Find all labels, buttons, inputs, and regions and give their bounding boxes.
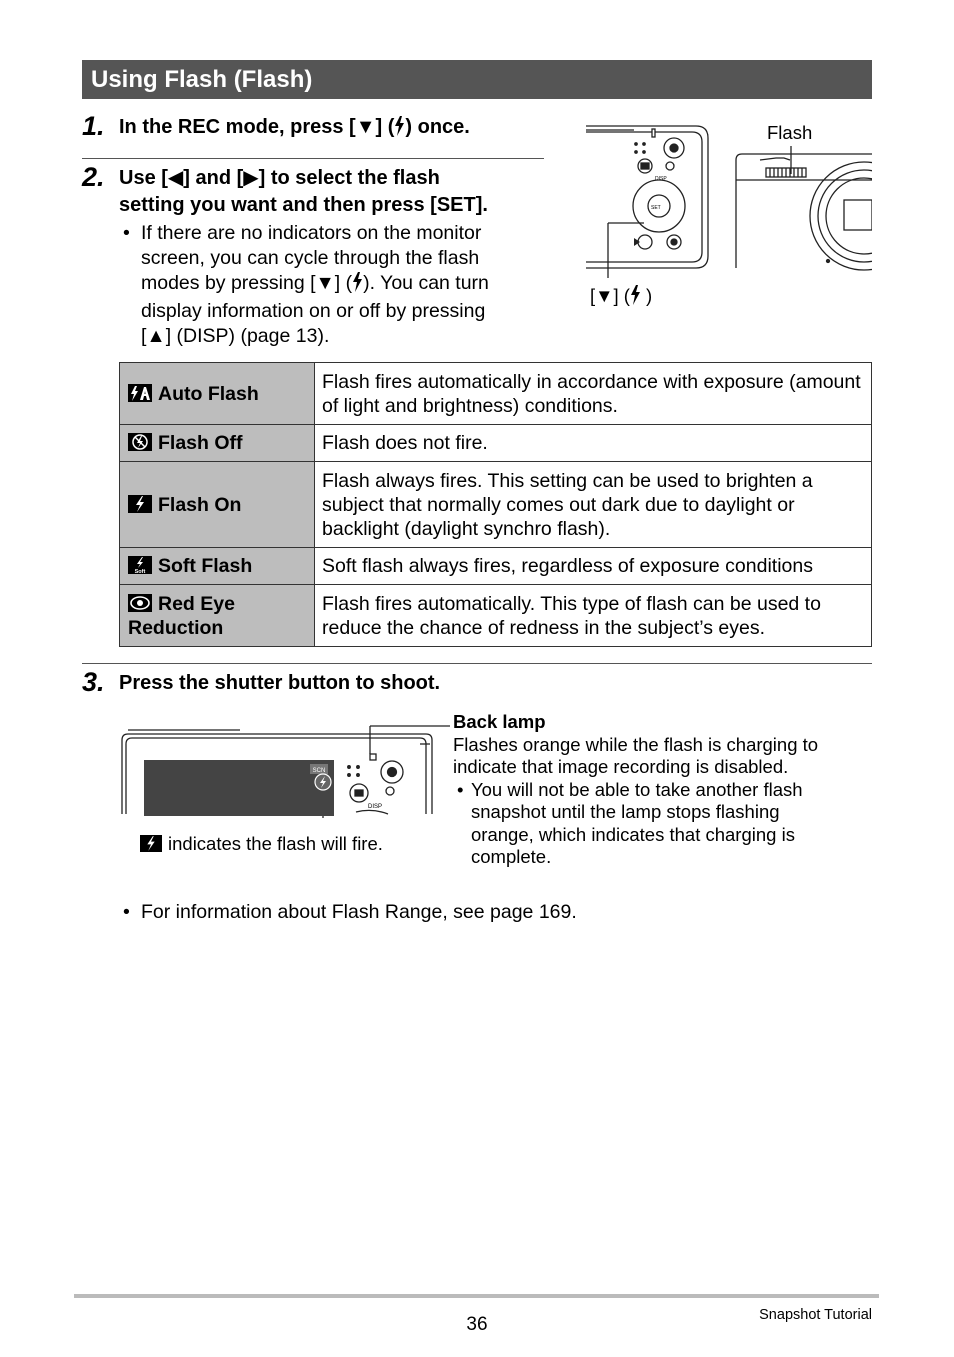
step-divider <box>82 663 872 664</box>
flash-modes-table <box>119 362 872 647</box>
table-row <box>120 462 872 548</box>
camera-illustration <box>584 118 872 308</box>
soft-label: Soft <box>134 569 146 574</box>
flash-fire-caption: indicates the flash will fire. <box>140 833 383 855</box>
step-2-number: 2. <box>82 162 105 192</box>
step-1-number: 1. <box>82 111 105 141</box>
camera-back-illustration <box>120 718 455 818</box>
back-lamp-title: Back lamp <box>453 711 546 732</box>
table-row <box>120 363 872 425</box>
step-2-note: • If there are no indicators on the monitor screen, you can cycle through the flash modes by pressing [▼] ( ). You can turn display information on or off by pressing [▲] (DISP) (page 13). <box>123 222 489 347</box>
table-row <box>120 548 872 585</box>
set-label: SET <box>651 205 661 211</box>
red-eye-icon <box>128 594 152 612</box>
description-cell: Soft flash always fires, regardless of exposure conditions <box>315 548 872 585</box>
step-3-text: Press the shutter button to shoot. <box>119 672 441 694</box>
mode-cell: Auto Flash <box>120 363 315 425</box>
flash-symbol-icon <box>352 272 363 299</box>
disp-label: DISP <box>368 804 383 810</box>
flash-symbol-icon <box>630 285 641 310</box>
flash-label: Flash <box>767 122 813 143</box>
flash-range-link-text: For information about Flash Range, see page 169. <box>141 901 577 923</box>
step-2-text: Use [◀] and [▶] to select the flash setting you want and then press [SET]. <box>119 167 488 216</box>
table-row <box>120 425 872 462</box>
flash-symbol-icon <box>394 116 405 144</box>
flash-range-note: • For information about Flash Range, see page 169. <box>123 901 577 923</box>
flash-on-icon <box>140 835 162 852</box>
flash-on-icon <box>128 495 152 513</box>
auto-flash-icon <box>128 384 152 402</box>
description-cell: Flash always fires. This setting can be used to brighten a subject that normally comes out dark due to daylight or backlight (daylight synchro flash). <box>315 462 872 548</box>
step-divider <box>82 158 544 159</box>
flash-off-icon <box>128 433 152 451</box>
disp-label: DISP <box>655 176 667 182</box>
table-row <box>120 585 872 647</box>
scene-mark: SCN <box>312 768 326 774</box>
flash-button-label: [▼] ( ) <box>590 285 652 310</box>
description-cell: Flash fires automatically in accordance with exposure (amount of light and brightness) conditions. <box>315 363 872 425</box>
back-lamp-description: Back lamp Flashes orange while the flash is charging to indicate that image recording is disabled. • You will not be able to take another flash snapshot until the lamp stops flashing orange, which indicates that charging is complete. <box>453 711 863 869</box>
mode-cell: Flash On <box>120 462 315 548</box>
soft-flash-icon <box>128 556 152 574</box>
footer-section-title: Snapshot Tutorial <box>759 1307 872 1323</box>
step-3-number: 3. <box>82 667 105 697</box>
mode-cell: Soft Soft Flash <box>120 548 315 585</box>
step-1-text: In the REC mode, press [▼] ( ) once. <box>119 114 470 144</box>
description-cell: Flash fires automatically. This type of flash can be used to reduce the chance of redness in the subject’s eyes. <box>315 585 872 647</box>
footer-divider <box>74 1294 879 1298</box>
description-cell: Flash does not fire. <box>315 425 872 462</box>
page-number: 36 <box>466 1314 488 1335</box>
mode-cell: Flash Off <box>120 425 315 462</box>
section-title: Using Flash (Flash) <box>82 60 872 99</box>
mode-cell: Red Eye Reduction <box>120 585 315 647</box>
